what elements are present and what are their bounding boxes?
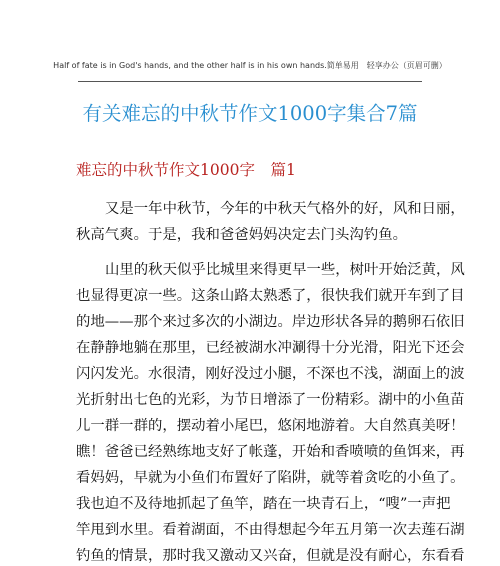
paragraph-2 — [76, 257, 465, 566]
document-title: 有关难忘的中秋节作文1000字集合7篇 — [82, 102, 418, 125]
paragraph-line: 看妈妈，早就为小鱼们布置好了陷阱，就等着贪吃的小鱼了。 — [76, 470, 465, 486]
paragraph-line: 山里的秋天似乎比城里来得更早一些，树叶开始泛黄，风 — [105, 262, 465, 278]
paragraph-1 — [76, 196, 465, 248]
paragraph-line: 儿一群一群的，摆动着小尾巴，悠闲地游着。大自然真美呀！ — [76, 418, 465, 434]
paragraph-line: 又是一年中秋节，今年的中秋天气格外的好，风和日丽， — [105, 201, 465, 217]
paragraph-line: 在静静地躺在那里，已经被湖水冲涮得十分光滑，阳光下还会 — [76, 340, 465, 356]
page-header-text: Half of fate is in God's hands, and the other half is in his own hands.简单易用 轻享办公（页眉可删） — [53, 61, 447, 70]
header-divider — [78, 81, 422, 82]
paragraph-line: 竿甩到水里。看着湖面，不由得想起今年五月第一次去莲石湖 — [76, 522, 465, 538]
section-heading: 难忘的中秋节作文1000字 篇1 — [76, 161, 296, 179]
paragraph-line: 的地——那个来过多次的小湖边。岸边形状各异的鹅卵石依旧 — [76, 314, 465, 330]
paragraph-line: 闪闪发光。水很清，刚好没过小腿，不深也不浅，湖面上的波 — [76, 366, 465, 382]
paragraph-line: 光折射出七色的光彩，为节日增添了一份精彩。湖中的小鱼苗 — [76, 392, 465, 408]
paragraph-line: 瞧！爸爸已经熟练地支好了帐蓬，开始和香喷喷的鱼饵来，再 — [76, 444, 465, 460]
paragraph-line: 我也迫不及待地抓起了鱼竿，踏在一块青石上，“嗖”一声把 — [76, 496, 451, 512]
paragraph-line: 也显得更凉一些。这条山路太熟悉了，很快我们就开车到了目 — [76, 288, 465, 304]
paragraph-line: 秋高气爽。于是，我和爸爸妈妈决定去门头沟钓鱼。 — [76, 227, 407, 243]
paragraph-line: 钓鱼的情景，那时我又激动又兴奋，但就是没有耐心，东看看 — [76, 548, 465, 564]
